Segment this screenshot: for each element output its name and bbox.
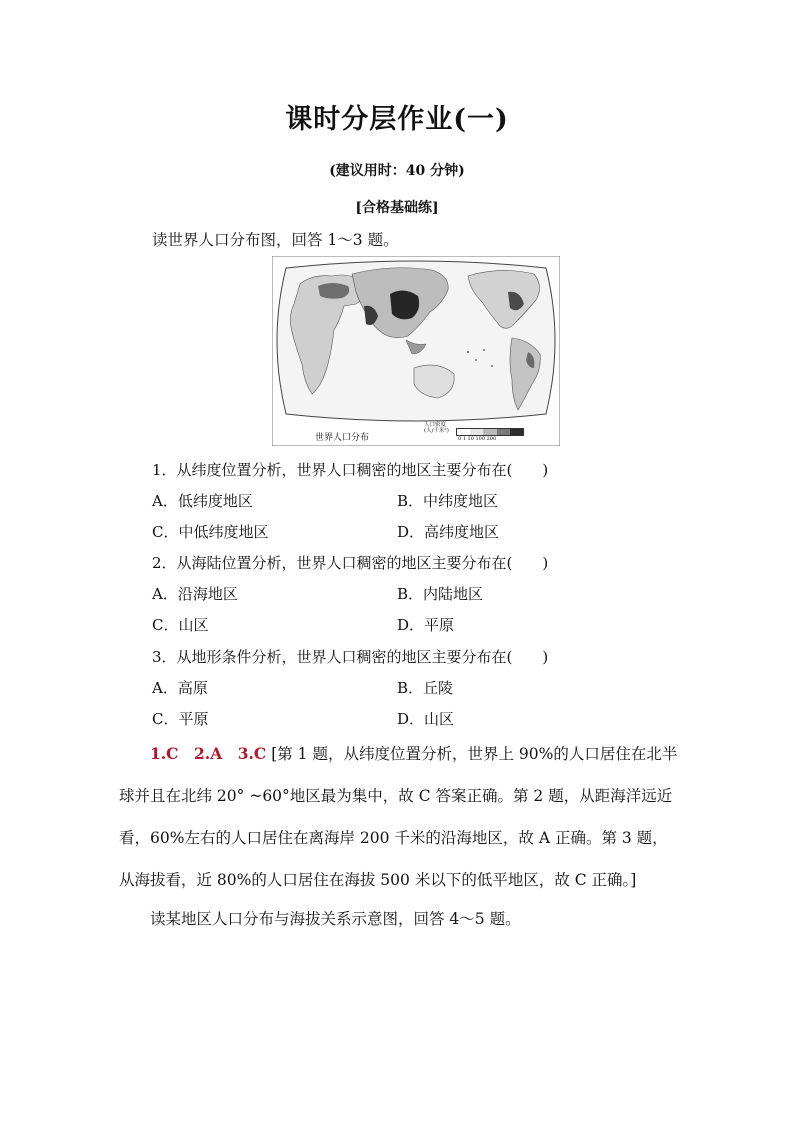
question-3-stem: 3．从地形条件分析，世界人口稠密的地区主要分布在( ) (152, 648, 549, 666)
intro-text-2: 读某地区人口分布与海拔关系示意图，回答 4～5 题。 (150, 910, 521, 928)
legend-swatch (470, 429, 483, 435)
legend-swatch (483, 429, 496, 435)
legend-ticks: 0 1 10 100 200 (458, 436, 497, 442)
answer-line-2: 球并且在北纬 20° ~60°地区最为集中，故 C 答案正确。第 2 题，从距海洋远近 (119, 787, 673, 805)
question-1-option-c: C．中低纬度地区 (152, 523, 269, 541)
legend-swatch (457, 429, 470, 435)
question-2-stem: 2．从海陆位置分析，世界人口稠密的地区主要分布在( ) (152, 554, 549, 572)
question-2-option-a: A．沿海地区 (152, 585, 238, 603)
question-2-option-d: D．平原 (397, 616, 455, 634)
answer-key: 1.C 2.A 3.C (150, 744, 267, 763)
legend-swatch (497, 429, 510, 435)
section-heading: [合格基础练] (355, 200, 439, 216)
legend-color-bar (456, 428, 524, 436)
intro-text: 读世界人口分布图，回答 1～3 题。 (152, 231, 399, 249)
legend-swatch (510, 429, 523, 435)
question-2-option-c: C．山区 (152, 616, 209, 634)
question-1-option-a: A．低纬度地区 (152, 492, 253, 510)
question-1-option-b: B．中纬度地区 (397, 492, 499, 510)
page-title: 课时分层作业(一) (285, 104, 509, 135)
question-2-option-b: B．内陆地区 (397, 585, 484, 603)
answer-line-1 (150, 742, 677, 764)
map-legend (424, 422, 524, 446)
map-caption: 世界人口分布 (315, 433, 370, 443)
world-map-figure (272, 256, 560, 446)
answer-line-3: 看，60%左右的人口居住在离海岸 200 千米的沿海地区，故 A 正确。第 3 题， (119, 829, 668, 847)
suggested-time: (建议用时：40 分钟) (329, 163, 465, 179)
question-3-option-c: C．平原 (152, 710, 209, 728)
world-population-map (272, 256, 560, 446)
answer-line-4: 从海拔看，近 80%的人口居住在海拔 500 米以下的低平地区，故 C 正确。] (119, 871, 637, 889)
legend-label: 人口密度 (人/千米²) (424, 422, 449, 434)
answer-explanation-1: [第 1 题，从纬度位置分析，世界上 90%的人口居住在北半 (271, 745, 678, 763)
question-3-option-a: A．高原 (152, 679, 208, 697)
question-1-option-d: D．高纬度地区 (397, 523, 500, 541)
question-3-option-d: D．山区 (397, 710, 455, 728)
question-1-stem: 1．从纬度位置分析，世界人口稠密的地区主要分布在( ) (152, 461, 549, 479)
question-3-option-b: B．丘陵 (397, 679, 454, 697)
